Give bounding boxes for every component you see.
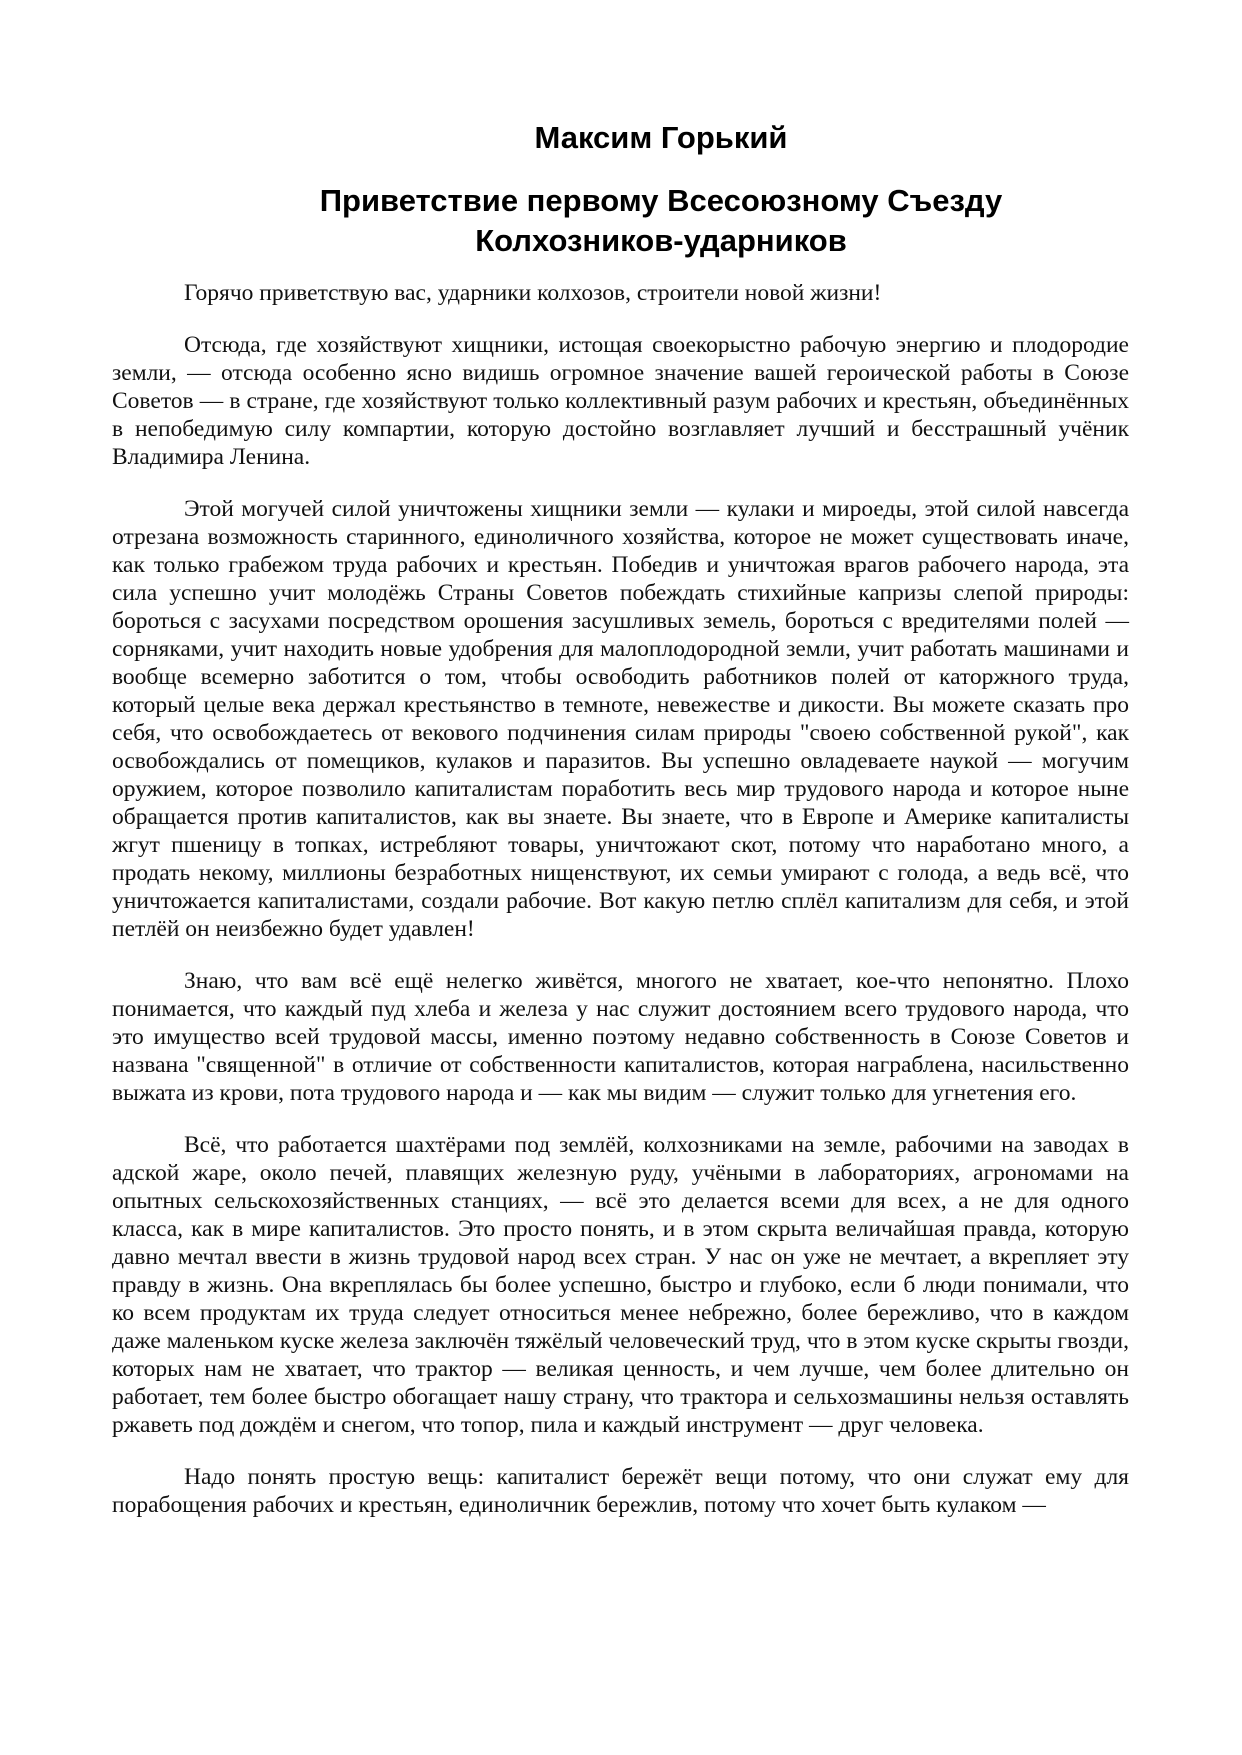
document-body xyxy=(112,279,1129,1543)
paragraph: Этой могучей силой уничтожены хищники земли — кулаки и мироеды, этой силой навсегда отрезана возможность старинного, единоличного хозяйства, которое не может существовать иначе, как только грабежом труда рабочих и крестьян. Победив и уничтожая врагов рабочего народа, эта сила успешно учит молодёжь Страны Советов побеждать стихийные капризы слепой природы: бороться с засухами посредством орошения засушливых земель, бороться с вредителями полей — сорняками, учит находить новые удобрения для малоплодородной земли, учит работать машинами и вообще всемерно заботится о том, чтобы освободить работников полей от каторжного труда, который целые века держал крестьянство в темноте, невежестве и дикости. Вы можете сказать про себя, что освобождаетесь от векового подчинения силам природы "своею собственной рукой", как освобождались от помещиков, кулаков и паразитов. Вы успешно овладеваете наукой — могучим оружием, которое позволило капиталистам поработить весь мир трудового народа и которое ныне обращается против капиталистов, как вы знаете. Вы знаете, что в Европе и Америке капиталисты жгут пшеницу в топках, истребляют товары, уничтожают скот, потому что наработано много, а продать некому, миллионы безработных нищенствуют, их семьи умирают с голода, а ведь всё, что уничтожается капиталистами, создали рабочие. Вот какую петлю сплёл капитализм для себя, и этой петлёй он неизбежно будет удавлен! xyxy=(112,496,1129,942)
document-title xyxy=(0,181,1242,261)
paragraph: Отсюда, где хозяйствуют хищники, истощая своекорыстно рабочую энергию и плодородие земли, — отсюда особенно ясно видишь огромное значение вашей героической работы в Союзе Советов — в стране, где хозяйствуют только коллективный разум рабочих и крестьян, объединённых в непобедимую силу компартии, которую достойно возглавляет лучший и бесстрашный учёник Владимира Ленина. xyxy=(112,332,1129,470)
paragraph: Всё, что работается шахтёрами под землёй, колхозниками на земле, рабочими на заводах в адской жаре, около печей, плавящих железную руду, учёными в лабораториях, агрономами на опытных сельскохозяйственных станциях, — всё это делается всеми для всех, а не для одного класса, как в мире капиталистов. Это просто понять, и в этом скрыта величайшая правда, которую давно мечтал ввести в жизнь трудовой народ всех стран. У нас он уже не мечтает, а вкрепляет эту правду в жизнь. Она вкреплялась бы более успешно, быстро и глубоко, если б люди понимали, что ко всем продуктам их труда следует относиться менее небрежно, более бережливо, что в каждом даже маленьком куске железа заключён тяжёлый человеческий труд, что в этом куске скрыты гвозди, которых нам не хватает, что трактор — великая ценность, и чем лучше, чем более длительно он работает, тем более быстро обогащает нашу страну, что трактора и сельхозмашины нельзя оставлять ржаветь под дождём и снегом, что топор, пила и каждый инструмент — друг человека. xyxy=(112,1132,1129,1438)
paragraph: Надо понять простую вещь: капиталист бережёт вещи потому, что они служат ему для порабощения рабочих и крестьян, единоличник бережлив, потому что хочет быть кулаком — xyxy=(112,1464,1129,1518)
title-line-1: Приветствие первому Всесоюзному Съезду xyxy=(319,183,1003,218)
paragraph-greeting: Горячо приветствую вас, ударники колхозов, строители новой жизни! xyxy=(184,280,882,306)
title-line-2: Колхозников-ударников xyxy=(475,223,847,258)
author-name: Максим Горький xyxy=(534,120,788,155)
paragraph: Знаю, что вам всё ещё нелегко живётся, многого не хватает, кое-что непонятно. Плохо понимается, что каждый пуд хлеба и железа у нас служит достоянием всего трудового народа, что это имущество всей трудовой массы, именно поэтому недавно собственность в Союзе Советов и названа "священной" в отличие от собственности капиталистов, которая награблена, насильственно выжата из крови, пота трудового народа и — как мы видим — служит только для угнетения его. xyxy=(112,968,1129,1106)
